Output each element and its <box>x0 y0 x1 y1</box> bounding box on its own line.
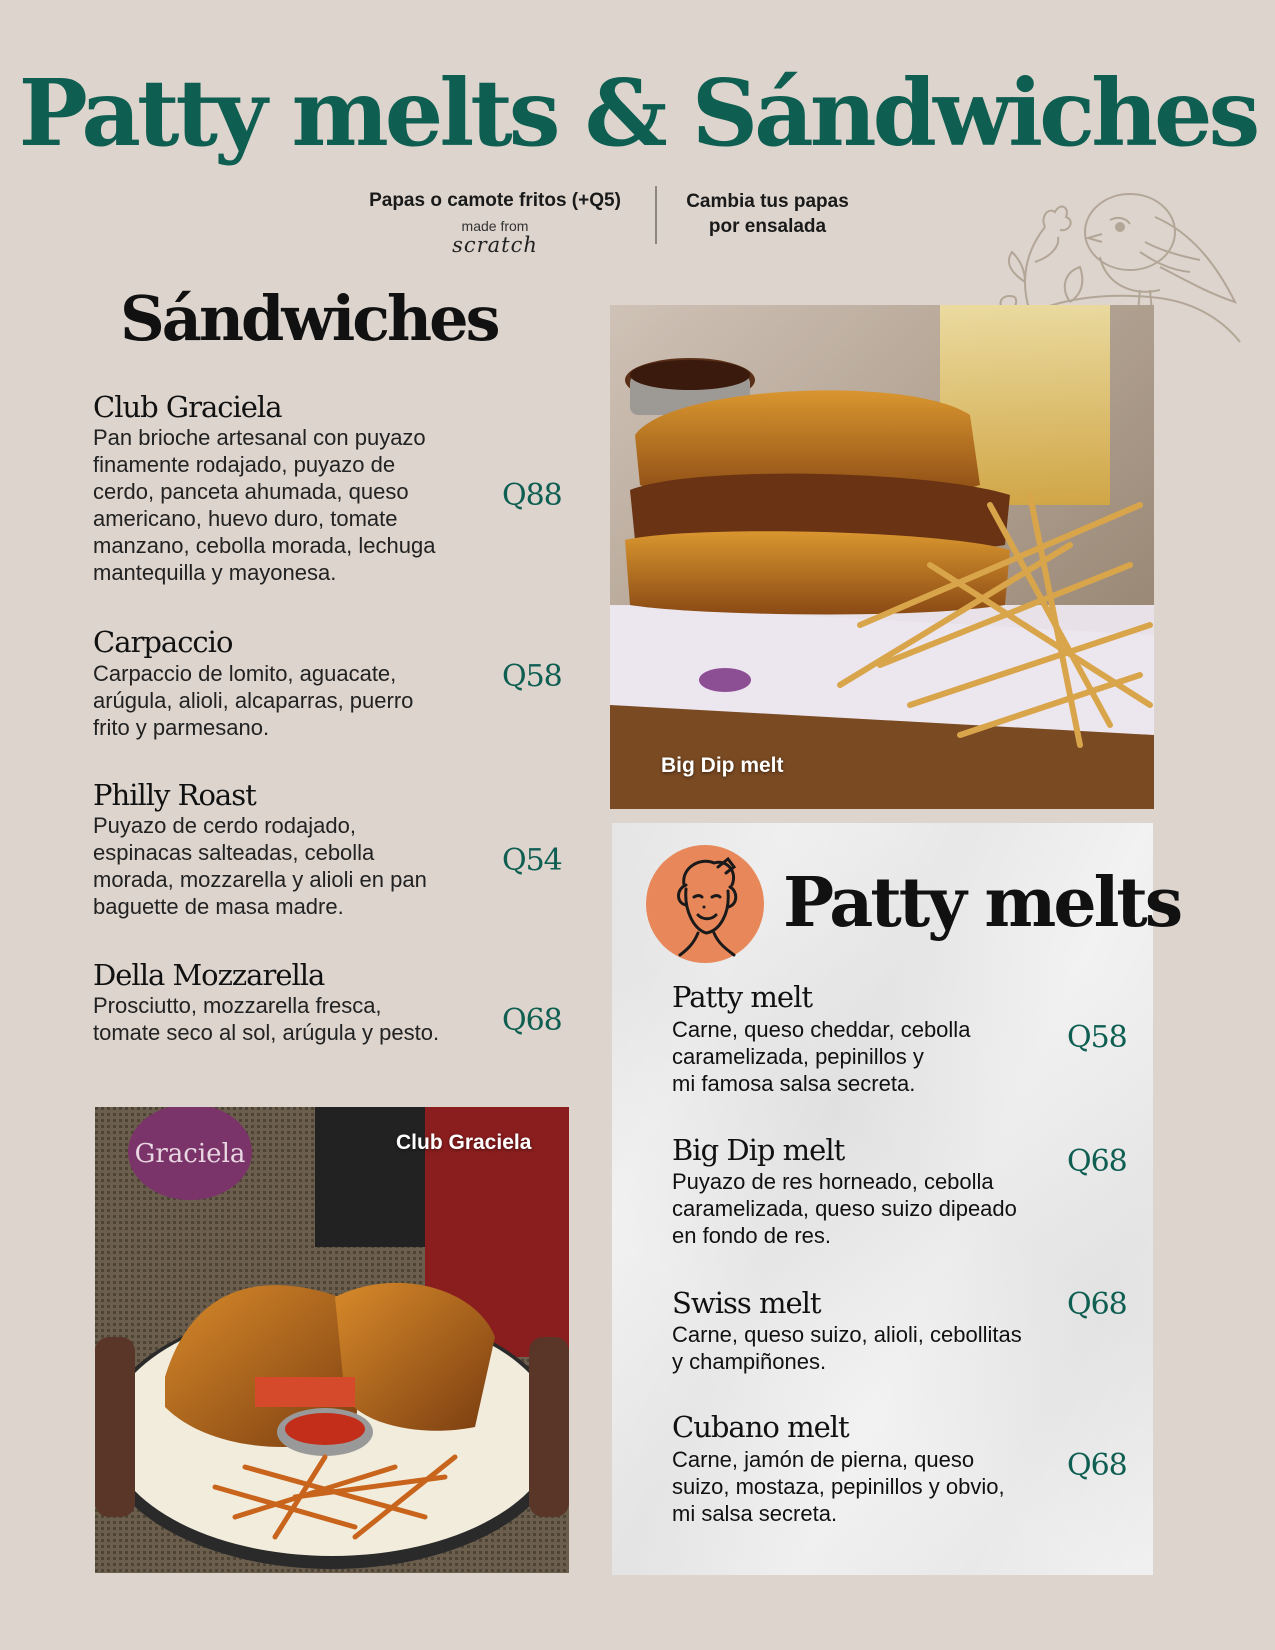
patty-melt-description <box>672 1016 1062 1097</box>
swiss-melt-description <box>672 1321 1062 1375</box>
desc-line: baguette de masa madre. <box>93 894 344 919</box>
fries-option: Papas o camote fritos (+Q5) <box>369 190 621 211</box>
big-dip-illustration-icon <box>610 305 1154 809</box>
patty-melts-heading: Patty melts <box>783 863 1181 943</box>
desc-line: mi famosa salsa secreta. <box>672 1071 916 1096</box>
made-from-text: made from <box>461 218 529 234</box>
options-divider <box>655 186 657 244</box>
swap-option <box>670 189 865 239</box>
cubano-melt-price: Q68 <box>1067 1448 1127 1483</box>
club-graciela-caption: Club Graciela <box>396 1131 532 1154</box>
desc-line: mantequilla y mayonesa. <box>93 560 337 585</box>
desc-line: cerdo, panceta ahumada, queso <box>93 479 409 504</box>
carpaccio-price: Q58 <box>502 659 562 694</box>
desc-line: Carne, jamón de pierna, queso <box>672 1447 975 1472</box>
sandwiches-heading: Sándwiches <box>120 282 498 355</box>
desc-line: arúgula, alioli, alcaparras, puerro <box>93 688 414 713</box>
big-dip-melt-name: Big Dip melt <box>672 1133 845 1167</box>
philly-roast-description <box>93 812 493 920</box>
retro-woman-icon <box>646 845 764 963</box>
carpaccio-name: Carpaccio <box>93 625 233 659</box>
patty-melt-price: Q58 <box>1067 1020 1127 1055</box>
swiss-melt-price: Q68 <box>1067 1287 1127 1322</box>
patty-melt-name: Patty melt <box>672 980 812 1014</box>
page-title: Patty melts & Sándwiches <box>18 59 1257 167</box>
swap-line-1: Cambia tus papas <box>686 191 849 212</box>
swiss-melt-name: Swiss melt <box>672 1286 821 1320</box>
desc-line: en fondo de res. <box>672 1223 832 1248</box>
desc-line: Pan brioche artesanal con puyazo <box>93 425 426 450</box>
cubano-melt-name: Cubano melt <box>672 1410 849 1444</box>
apron-logo: Graciela <box>134 1139 246 1169</box>
desc-line: espinacas salteadas, cebolla <box>93 840 375 865</box>
desc-line: caramelizada, pepinillos y <box>672 1044 924 1069</box>
big-dip-photo <box>610 305 1154 809</box>
desc-line: Prosciutto, mozzarella fresca, <box>93 993 382 1018</box>
desc-line: y champiñones. <box>672 1349 827 1374</box>
desc-line: americano, huevo duro, tomate <box>93 506 398 531</box>
della-mozzarella-price: Q68 <box>502 1003 562 1038</box>
desc-line: manzano, cebolla morada, lechuga <box>93 533 436 558</box>
philly-roast-price: Q54 <box>502 843 562 878</box>
club-graciela-illustration-icon <box>95 1107 569 1573</box>
desc-line: morada, mozzarella y alioli en pan <box>93 867 427 892</box>
scratch-script: scratch <box>452 233 538 257</box>
desc-line: Puyazo de cerdo rodajado, <box>93 813 356 838</box>
desc-line: Carne, queso cheddar, cebolla <box>672 1017 971 1042</box>
desc-line: tomate seco al sol, arúgula y pesto. <box>93 1020 440 1045</box>
philly-roast-name: Philly Roast <box>93 778 256 812</box>
swap-line-2: por ensalada <box>708 216 827 237</box>
club-graciela-description <box>93 424 493 586</box>
big-dip-melt-description <box>672 1168 1062 1249</box>
retro-woman-badge <box>646 845 764 963</box>
desc-line: frito y parmesano. <box>93 715 270 740</box>
della-mozzarella-description <box>93 992 493 1046</box>
desc-line: caramelizada, queso suizo dipeado <box>672 1196 1017 1221</box>
desc-line: suizo, mostaza, pepinillos y obvio, <box>672 1474 1005 1499</box>
desc-line: Carpaccio de lomito, aguacate, <box>93 661 397 686</box>
big-dip-caption: Big Dip melt <box>661 754 784 777</box>
desc-line: mi salsa secreta. <box>672 1501 838 1526</box>
desc-line: Puyazo de res horneado, cebolla <box>672 1169 994 1194</box>
della-mozzarella-name: Della Mozzarella <box>93 958 325 992</box>
cubano-melt-description <box>672 1446 1062 1527</box>
carpaccio-description <box>93 660 493 741</box>
desc-line: Carne, queso suizo, alioli, cebollitas <box>672 1322 1022 1347</box>
big-dip-melt-price: Q68 <box>1067 1144 1127 1179</box>
desc-line: finamente rodajado, puyazo de <box>93 452 396 477</box>
club-graciela-price: Q88 <box>502 478 562 513</box>
club-graciela-name: Club Graciela <box>93 390 282 424</box>
club-graciela-photo <box>95 1107 569 1573</box>
